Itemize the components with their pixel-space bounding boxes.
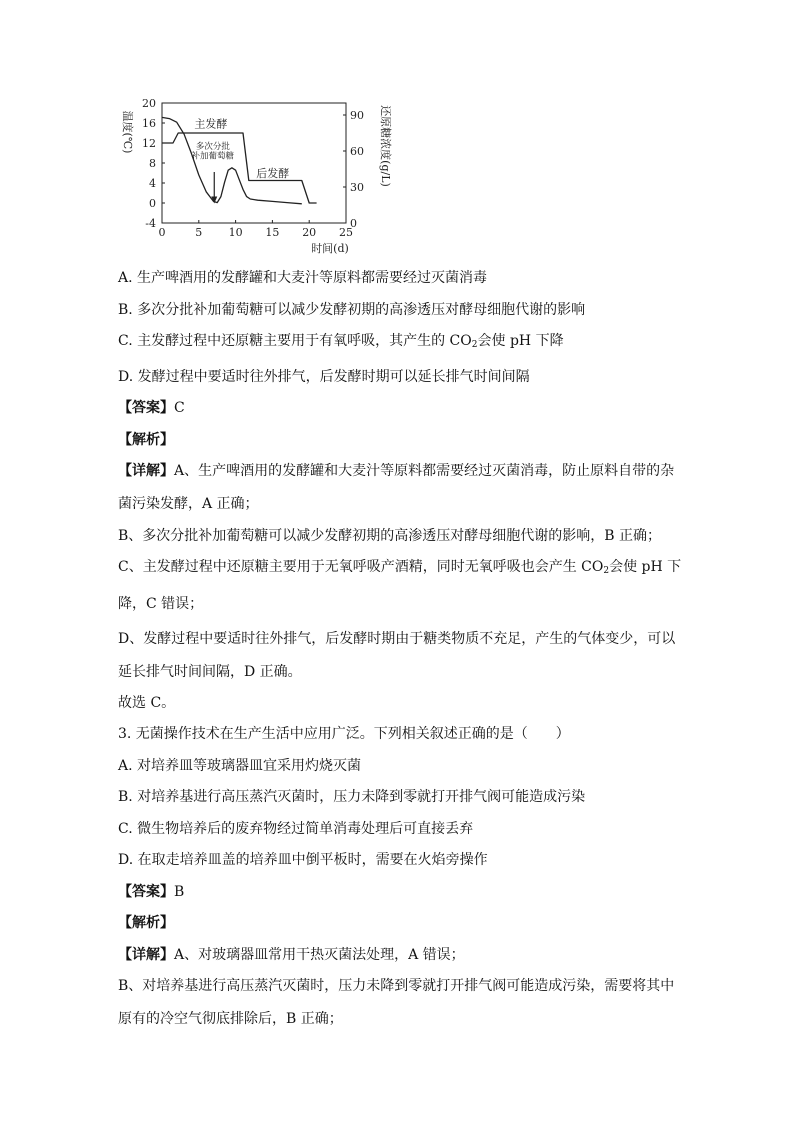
fermentation-chart bbox=[108, 90, 398, 262]
option-c-sub: 2 bbox=[471, 340, 478, 350]
y-right-tick-label: 30 bbox=[350, 181, 364, 194]
q3-detail-b: B、对培养基进行高压蒸汽灭菌时，压力未降到零就打开排气阀可能造成污染，需要将其中原有的冷空气彻底排除后，B 正确； bbox=[118, 977, 675, 1027]
detail-label: 【详解】 bbox=[118, 462, 174, 479]
y-left-tick-label: 8 bbox=[149, 157, 156, 170]
detail-d: D、发酵过程中要适时往外排气，后发酵时期由于糖类物质不充足，产生的气体变少，可以延长排气时间间隔，D 正确。 bbox=[118, 630, 676, 680]
y-right-tick-label: 60 bbox=[350, 145, 364, 158]
q3-detail-label: 【详解】 bbox=[118, 946, 174, 963]
option-b: B. 多次分批补加葡萄糖可以减少发酵初期的高渗透压对酵母细胞代谢的影响 bbox=[118, 301, 586, 318]
x-tick-label: 25 bbox=[339, 226, 353, 239]
y-left-tick-label: 16 bbox=[142, 117, 156, 130]
detail-a-text: A、生产啤酒用的发酵罐和大麦汁等原料都需要经过灭菌消毒，防止原料自带的杂菌污染发酵，A 正确； bbox=[118, 462, 675, 512]
plot-frame bbox=[162, 103, 346, 223]
y-left-tick-label: 20 bbox=[142, 97, 156, 110]
q3-answer-label: 【答案】 bbox=[118, 883, 174, 900]
x-tick-label: 0 bbox=[158, 226, 166, 239]
y-left-tick-label: 4 bbox=[149, 177, 156, 190]
answer-label: 【答案】 bbox=[118, 400, 174, 416]
analysis-label: 【解析】 bbox=[118, 431, 174, 448]
option-c-text: C. 主发酵过程中还原糖主要用于有氧呼吸，其产生的 CO bbox=[118, 333, 472, 349]
y-right-tick-label: 0 bbox=[350, 217, 357, 230]
annotation-batch-line2: 补加葡萄糖 bbox=[191, 151, 234, 162]
q3-option-c: C. 微生物培养后的废弃物经过简单消毒处理后可直接丢弃 bbox=[118, 820, 474, 837]
x-tick-label: 10 bbox=[228, 226, 243, 239]
option-d: D. 发酵过程中要适时往外排气，后发酵时期可以延长排气时间间隔 bbox=[118, 368, 530, 385]
temperature-line bbox=[162, 133, 317, 203]
q3-option-d: D. 在取走培养皿盖的培养皿中倒平板时，需要在火焰旁操作 bbox=[118, 852, 488, 868]
detail-c-sub: 2 bbox=[603, 565, 610, 576]
x-tick-label: 5 bbox=[195, 226, 203, 239]
y-right-tick-label: 90 bbox=[350, 109, 364, 122]
detail-b: B、多次分批补加葡萄糖可以减少发酵初期的高渗透压对酵母细胞代谢的影响，B 正确； bbox=[118, 527, 662, 544]
x-tick-label: 15 bbox=[265, 226, 280, 239]
annotation-main-fermentation: 主发酵 bbox=[194, 117, 228, 131]
y-left-tick-label: 0 bbox=[149, 197, 156, 210]
x-tick-label: 20 bbox=[302, 226, 317, 239]
y-right-axis-label: 还原糖浓度(g/L) bbox=[379, 105, 392, 187]
answer-line bbox=[118, 398, 688, 418]
detail-c-tail: 会使 pH 下降，C 错误； bbox=[118, 558, 682, 612]
q3-answer-line bbox=[118, 882, 688, 902]
detail-a bbox=[118, 455, 688, 521]
answer-value: C bbox=[174, 400, 185, 416]
q3-option-a: A. 对培养皿等玻璃器皿宜采用灼烧灭菌 bbox=[118, 757, 362, 774]
q3-detail-a-text: A、对玻璃器皿常用干热灭菌法处理，A 错误； bbox=[174, 946, 465, 963]
detail-c-text: C、主发酵过程中还原糖主要用于无氧呼吸产酒精，同时无氧呼吸也会产生 CO bbox=[118, 558, 604, 575]
annotation-post-fermentation: 后发酵 bbox=[256, 167, 290, 180]
option-c-tail: 会使 pH 下降 bbox=[477, 333, 564, 349]
q3-answer-value: B bbox=[174, 883, 185, 900]
x-axis-label: 时间(d) bbox=[311, 242, 349, 255]
y-left-tick-label: 12 bbox=[142, 137, 156, 150]
question-3-stem: 3. 无菌操作技术在生产生活中应用广泛。下列相关叙述正确的是（ ） bbox=[118, 726, 570, 742]
q3-analysis-label: 【解析】 bbox=[118, 915, 174, 931]
q3-option-b: B. 对培养基进行高压蒸汽灭菌时，压力未降到零就打开排气阀可能造成污染 bbox=[118, 789, 586, 805]
y-left-tick-label: -4 bbox=[145, 217, 156, 230]
y-left-axis-label: 温度(℃) bbox=[121, 110, 134, 154]
detail-c bbox=[118, 551, 688, 621]
page-content bbox=[118, 268, 688, 1036]
q3-detail-a bbox=[118, 945, 688, 965]
conclusion: 故选 C。 bbox=[118, 694, 176, 711]
chart-svg bbox=[108, 90, 398, 262]
option-c bbox=[118, 331, 688, 355]
option-a: A. 生产啤酒用的发酵罐和大麦汁等原料都需要经过灭菌消毒 bbox=[118, 270, 488, 286]
annotation-batch-line1: 多次分批 bbox=[195, 142, 230, 152]
